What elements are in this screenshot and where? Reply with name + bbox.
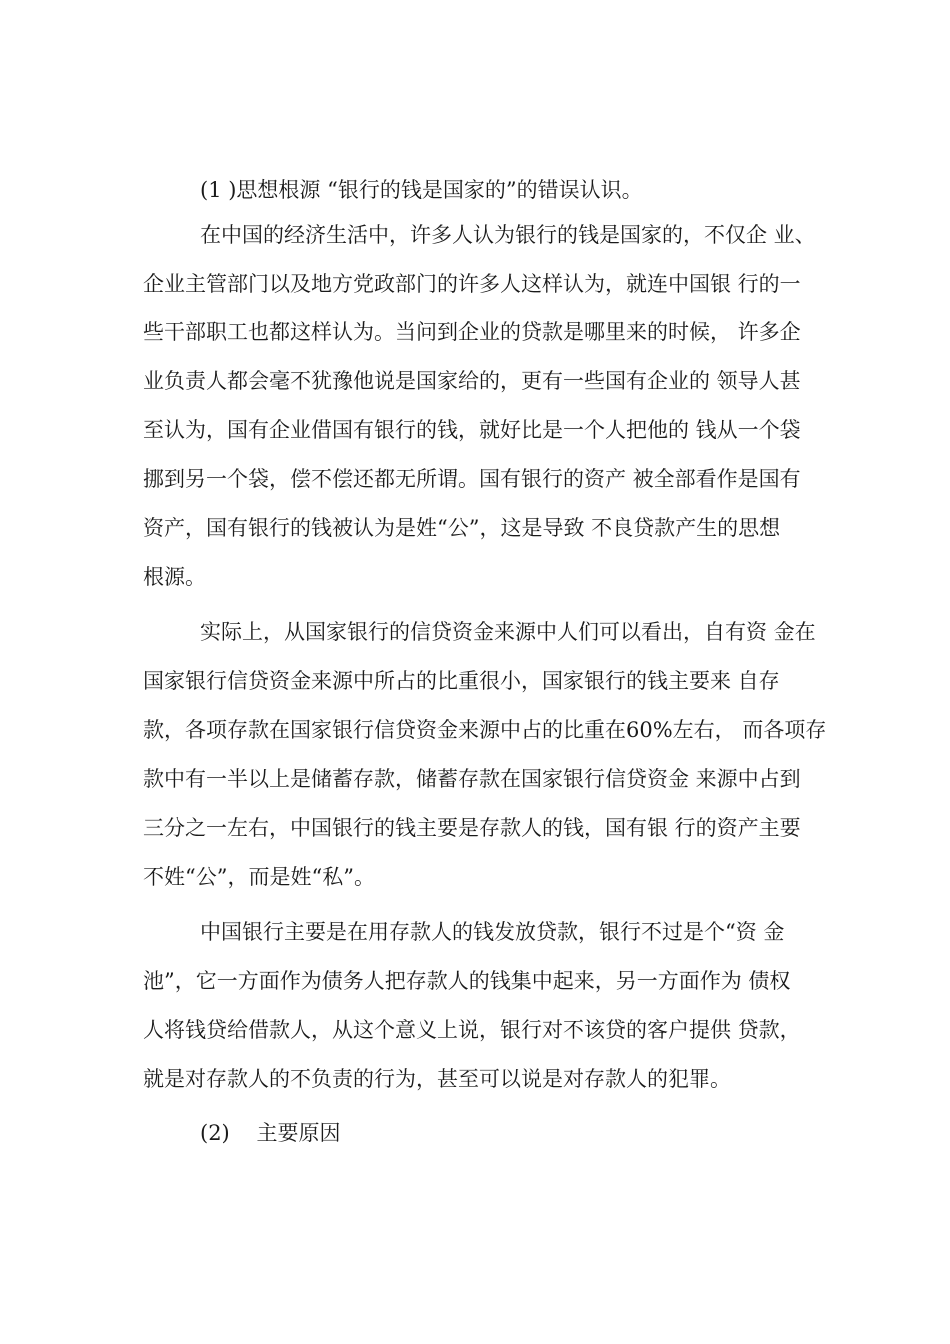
paragraph-2-line-3: 款，各项存款在国家银行信贷资金来源中占的比重在60%左右， 而各项存 bbox=[143, 718, 827, 742]
paragraph-1-line-2: 企业主管部门以及地方党政部门的许多人这样认为，就连中国银 行的一 bbox=[143, 272, 801, 296]
paragraph-3-line-2: 池”，它一方面作为债务人把存款人的钱集中起来，另一方面作为 债权 bbox=[143, 969, 791, 993]
paragraph-2-line-4: 款中有一半以上是储蓄存款，储蓄存款在国家银行信贷资金 来源中占到 bbox=[143, 767, 801, 791]
paragraph-1-line-6: 挪到另一个袋，偿不偿还都无所谓。国有银行的资产 被全部看作是国有 bbox=[143, 467, 801, 491]
paragraph-3-line-3: 人将钱贷给借款人，从这个意义上说，银行对不该贷的客户提供 贷款， bbox=[143, 1018, 801, 1042]
paragraph-1-line-3: 些干部职工也都这样认为。当问到企业的贷款是哪里来的时候， 许多企 bbox=[143, 320, 801, 344]
paragraph-2-line-5: 三分之一左右，中国银行的钱主要是存款人的钱，国有银 行的资产主要 bbox=[143, 816, 801, 840]
section-heading-1: (1 )思想根源 “银行的钱是国家的”的错误认识。 bbox=[200, 178, 643, 202]
paragraph-3-line-4: 就是对存款人的不负责的行为，甚至可以说是对存款人的犯罪。 bbox=[143, 1067, 731, 1091]
paragraph-1-line-1: 在中国的经济生活中，许多人认为银行的钱是国家的，不仅企 业、 bbox=[200, 223, 816, 247]
paragraph-3-line-1: 中国银行主要是在用存款人的钱发放贷款，银行不过是个“资 金 bbox=[200, 920, 785, 944]
paragraph-2-line-6: 不姓“公”，而是姓“私”。 bbox=[143, 865, 375, 889]
paragraph-1-line-4: 业负责人都会毫不犹豫他说是国家给的，更有一些国有企业的 领导人甚 bbox=[143, 369, 801, 393]
paragraph-1-line-5: 至认为，国有企业借国有银行的钱，就好比是一个人把他的 钱从一个袋 bbox=[143, 418, 801, 442]
section-heading-2: (2) 主要原因 bbox=[200, 1121, 341, 1145]
paragraph-2-line-1: 实际上，从国家银行的信贷资金来源中人们可以看出，自有资 金在 bbox=[200, 620, 816, 644]
paragraph-1-line-8: 根源。 bbox=[143, 565, 206, 589]
paragraph-1-line-7: 资产，国有银行的钱被认为是姓“公”，这是导致 不良贷款产生的思想 bbox=[143, 516, 781, 540]
paragraph-2-line-2: 国家银行信贷资金来源中所占的比重很小，国家银行的钱主要来 自存 bbox=[143, 669, 780, 693]
